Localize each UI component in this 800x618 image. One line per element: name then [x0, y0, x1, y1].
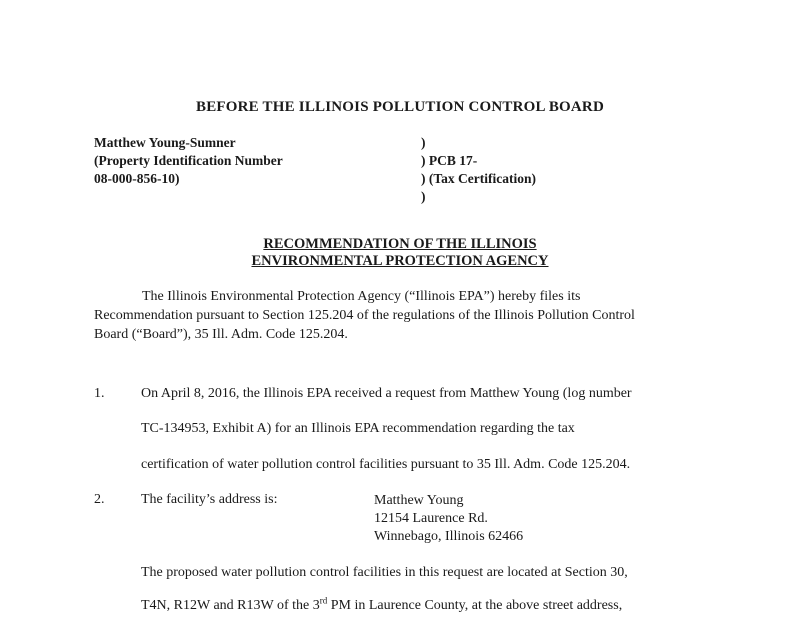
- document-title: BEFORE THE ILLINOIS POLLUTION CONTROL BOARD: [196, 99, 604, 115]
- heading-line: RECOMMENDATION OF THE ILLINOIS: [263, 236, 537, 252]
- case-caption-parties: [94, 134, 283, 188]
- caption-left-line: 08-000-856-10): [94, 171, 180, 186]
- caption-right-line: ): [421, 189, 426, 204]
- caption-right-line: ): [421, 135, 426, 150]
- paragraph-number: 2.: [94, 492, 105, 507]
- recommendation-heading: [0, 236, 800, 270]
- address-line: Matthew Young: [374, 493, 464, 508]
- address-line: Winnebago, Illinois 62466: [374, 529, 524, 544]
- paragraph-line: TC-134953, Exhibit A) for an Illinois EPA recommendation regarding the tax: [141, 421, 575, 436]
- case-caption-docket: [421, 134, 536, 206]
- address-line: 12154 Laurence Rd.: [374, 511, 488, 526]
- ordinal-suffix: rd: [319, 595, 328, 606]
- address-label: The facility’s address is:: [141, 492, 278, 507]
- caption-left-line: Matthew Young-Sumner: [94, 135, 236, 150]
- caption-left-line: (Property Identification Number: [94, 153, 283, 168]
- paragraph-number: 1.: [94, 386, 105, 401]
- paragraph-line: certification of water pollution control facilities pursuant to 35 Ill. Adm. Code 125.204.: [141, 457, 631, 472]
- line-text: T4N, R12W and R13W of the 3: [141, 598, 320, 613]
- paragraph-line: The proposed water pollution control facilities in this request are located at Section 30,: [141, 565, 628, 580]
- intro-paragraph: [94, 287, 714, 344]
- heading-line: ENVIRONMENTAL PROTECTION AGENCY: [251, 253, 549, 269]
- line-text: PM in Laurence County, at the above street address,: [327, 598, 623, 613]
- intro-line: Recommendation pursuant to Section 125.204 of the regulations of the Illinois Pollution Control: [94, 308, 635, 323]
- paragraph-line: On April 8, 2016, the Illinois EPA received a request from Matthew Young (log number: [141, 386, 632, 401]
- facility-address: [374, 492, 523, 546]
- caption-right-line: ) PCB 17-: [421, 153, 478, 168]
- intro-line: The Illinois Environmental Protection Agency (“Illinois EPA”) hereby files its: [142, 289, 581, 304]
- paragraph-line: [141, 595, 623, 614]
- caption-right-line: ) (Tax Certification): [421, 171, 536, 186]
- intro-line: Board (“Board”), 35 Ill. Adm. Code 125.204.: [94, 327, 348, 342]
